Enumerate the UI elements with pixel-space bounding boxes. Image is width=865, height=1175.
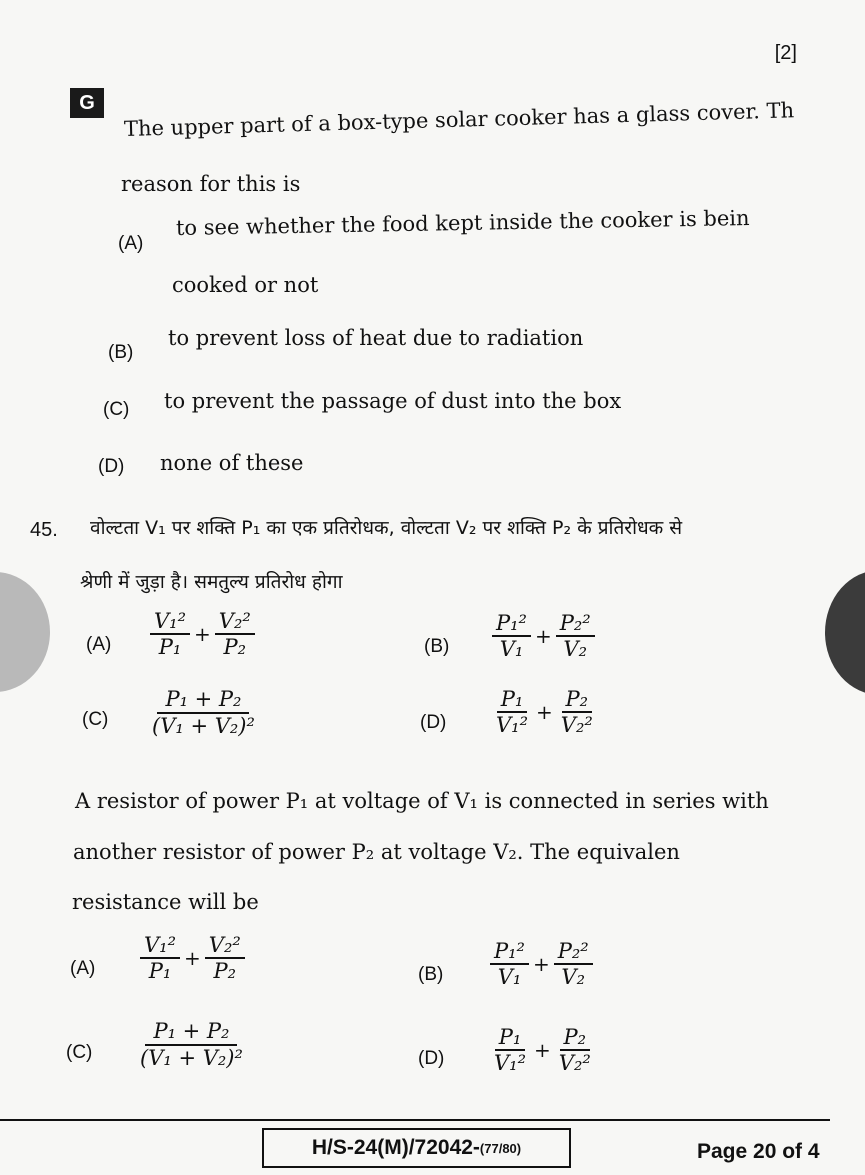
numerator: P₂² — [554, 940, 593, 965]
fraction — [492, 688, 532, 736]
q45-h-option-c-expr — [148, 688, 259, 737]
fraction — [556, 612, 595, 660]
plus-sign: + — [536, 700, 553, 725]
q44-option-b-label: (B) — [108, 342, 134, 363]
numerator: P₁ + P₂ — [145, 1020, 237, 1046]
denominator: V₂ — [563, 637, 588, 662]
q45-e-option-a-label: (A) — [70, 958, 96, 979]
plus-sign: + — [534, 624, 552, 649]
q44-option-a-line2: cooked or not — [172, 273, 319, 297]
denominator: V₁² — [496, 713, 529, 738]
q45-e-option-d-label: (D) — [418, 1048, 445, 1069]
q44-option-b-text: to prevent loss of heat due to radiation — [168, 326, 584, 350]
fraction — [150, 610, 190, 658]
q45-e-option-c-label: (C) — [66, 1042, 93, 1063]
numerator: P₁ — [495, 1026, 526, 1051]
q45-h-option-a-label: (A) — [86, 634, 112, 655]
paper-code-box — [262, 1128, 571, 1168]
denominator: V₁² — [494, 1051, 527, 1076]
fraction — [554, 940, 593, 988]
section-badge: G — [70, 88, 104, 118]
q45-english-line2: another resistor of power P₂ at voltage V₂. The equivalen — [73, 840, 680, 864]
fraction — [136, 1020, 247, 1069]
fraction — [140, 934, 180, 982]
q45-e-option-b-expr — [490, 940, 593, 988]
plus-sign: + — [534, 1038, 551, 1063]
q45-hindi-line1: वोल्टता V₁ पर शक्ति P₁ का एक प्रतिरोधक, वोल्टता V₂ पर शक्ति P₂ के प्रतिरोधक से — [90, 517, 683, 539]
fraction — [555, 1026, 595, 1074]
q44-option-d-label: (D) — [98, 456, 125, 477]
q45-h-option-a-expr — [150, 610, 255, 658]
numerator: P₂ — [560, 1026, 591, 1051]
q45-h-option-b-label: (B) — [424, 636, 450, 657]
paper-code-suffix: (77/80) — [479, 1140, 522, 1156]
plus-sign: + — [532, 952, 550, 977]
q45-h-option-b-expr — [492, 612, 595, 660]
numerator: P₁ — [497, 688, 528, 713]
denominator: V₁ — [497, 965, 522, 990]
q45-hindi-line2: श्रेणी में जुड़ा है। समतुल्य प्रतिरोध होगा — [80, 571, 343, 593]
q44-option-d-text: none of these — [160, 451, 304, 475]
denominator: (V₁ + V₂)² — [152, 714, 255, 739]
plus-sign: + — [184, 946, 201, 971]
q45-english-line3: resistance will be — [72, 890, 259, 914]
paper-code: H/S-24(M)/72042- — [311, 1136, 480, 1159]
fraction — [492, 612, 531, 660]
right-page-tab — [825, 570, 865, 695]
denominator: (V₁ + V₂)² — [140, 1046, 243, 1071]
q45-h-option-c-label: (C) — [82, 709, 109, 730]
q45-h-option-d-expr — [492, 688, 597, 736]
fraction — [490, 940, 529, 988]
q44-option-a-label: (A) — [118, 233, 144, 254]
numerator: V₂² — [205, 934, 245, 959]
page-number: Page 20 of 4 — [697, 1140, 820, 1163]
q45-e-option-a-expr — [140, 934, 245, 982]
denominator: P₁ — [158, 635, 182, 660]
q45-e-option-d-expr — [490, 1026, 595, 1074]
q45-english-line1: A resistor of power P₁ at voltage of V₁ is connected in series with — [75, 789, 769, 813]
numerator: P₂ — [562, 688, 593, 713]
denominator: P₂ — [213, 959, 237, 984]
denominator: V₂² — [560, 713, 593, 738]
fraction — [148, 688, 259, 737]
q44-option-c-text: to prevent the passage of dust into the box — [164, 389, 622, 413]
numerator: P₁² — [492, 612, 531, 637]
left-page-tab — [0, 572, 50, 692]
fraction — [490, 1026, 530, 1074]
footer-rule — [0, 1119, 830, 1121]
plus-sign: + — [194, 622, 211, 647]
q45-e-option-c-expr — [136, 1020, 247, 1069]
numerator: P₂² — [556, 612, 595, 637]
numerator: V₂² — [215, 610, 255, 635]
denominator: P₁ — [148, 959, 172, 984]
fraction — [557, 688, 597, 736]
numerator: P₁² — [490, 940, 529, 965]
q45-h-option-d-label: (D) — [420, 712, 447, 733]
numerator: V₁² — [150, 610, 190, 635]
q45-e-option-b-label: (B) — [418, 964, 444, 985]
q44-stem-line1: The upper part of a box-type solar cooker has a glass cover. Th — [123, 98, 795, 141]
corner-mark: [2] — [774, 42, 797, 64]
fraction — [205, 934, 245, 982]
denominator: V₂² — [558, 1051, 591, 1076]
denominator: V₁ — [499, 637, 524, 662]
q44-stem-line2: reason for this is — [121, 172, 301, 196]
q44-option-c-label: (C) — [103, 399, 130, 420]
fraction — [215, 610, 255, 658]
denominator: V₂ — [561, 965, 586, 990]
q44-option-a-line1: to see whether the food kept inside the cooker is bein — [175, 205, 750, 240]
numerator: P₁ + P₂ — [157, 688, 249, 714]
denominator: P₂ — [223, 635, 247, 660]
q45-number: 45. — [30, 519, 58, 541]
numerator: V₁² — [140, 934, 180, 959]
